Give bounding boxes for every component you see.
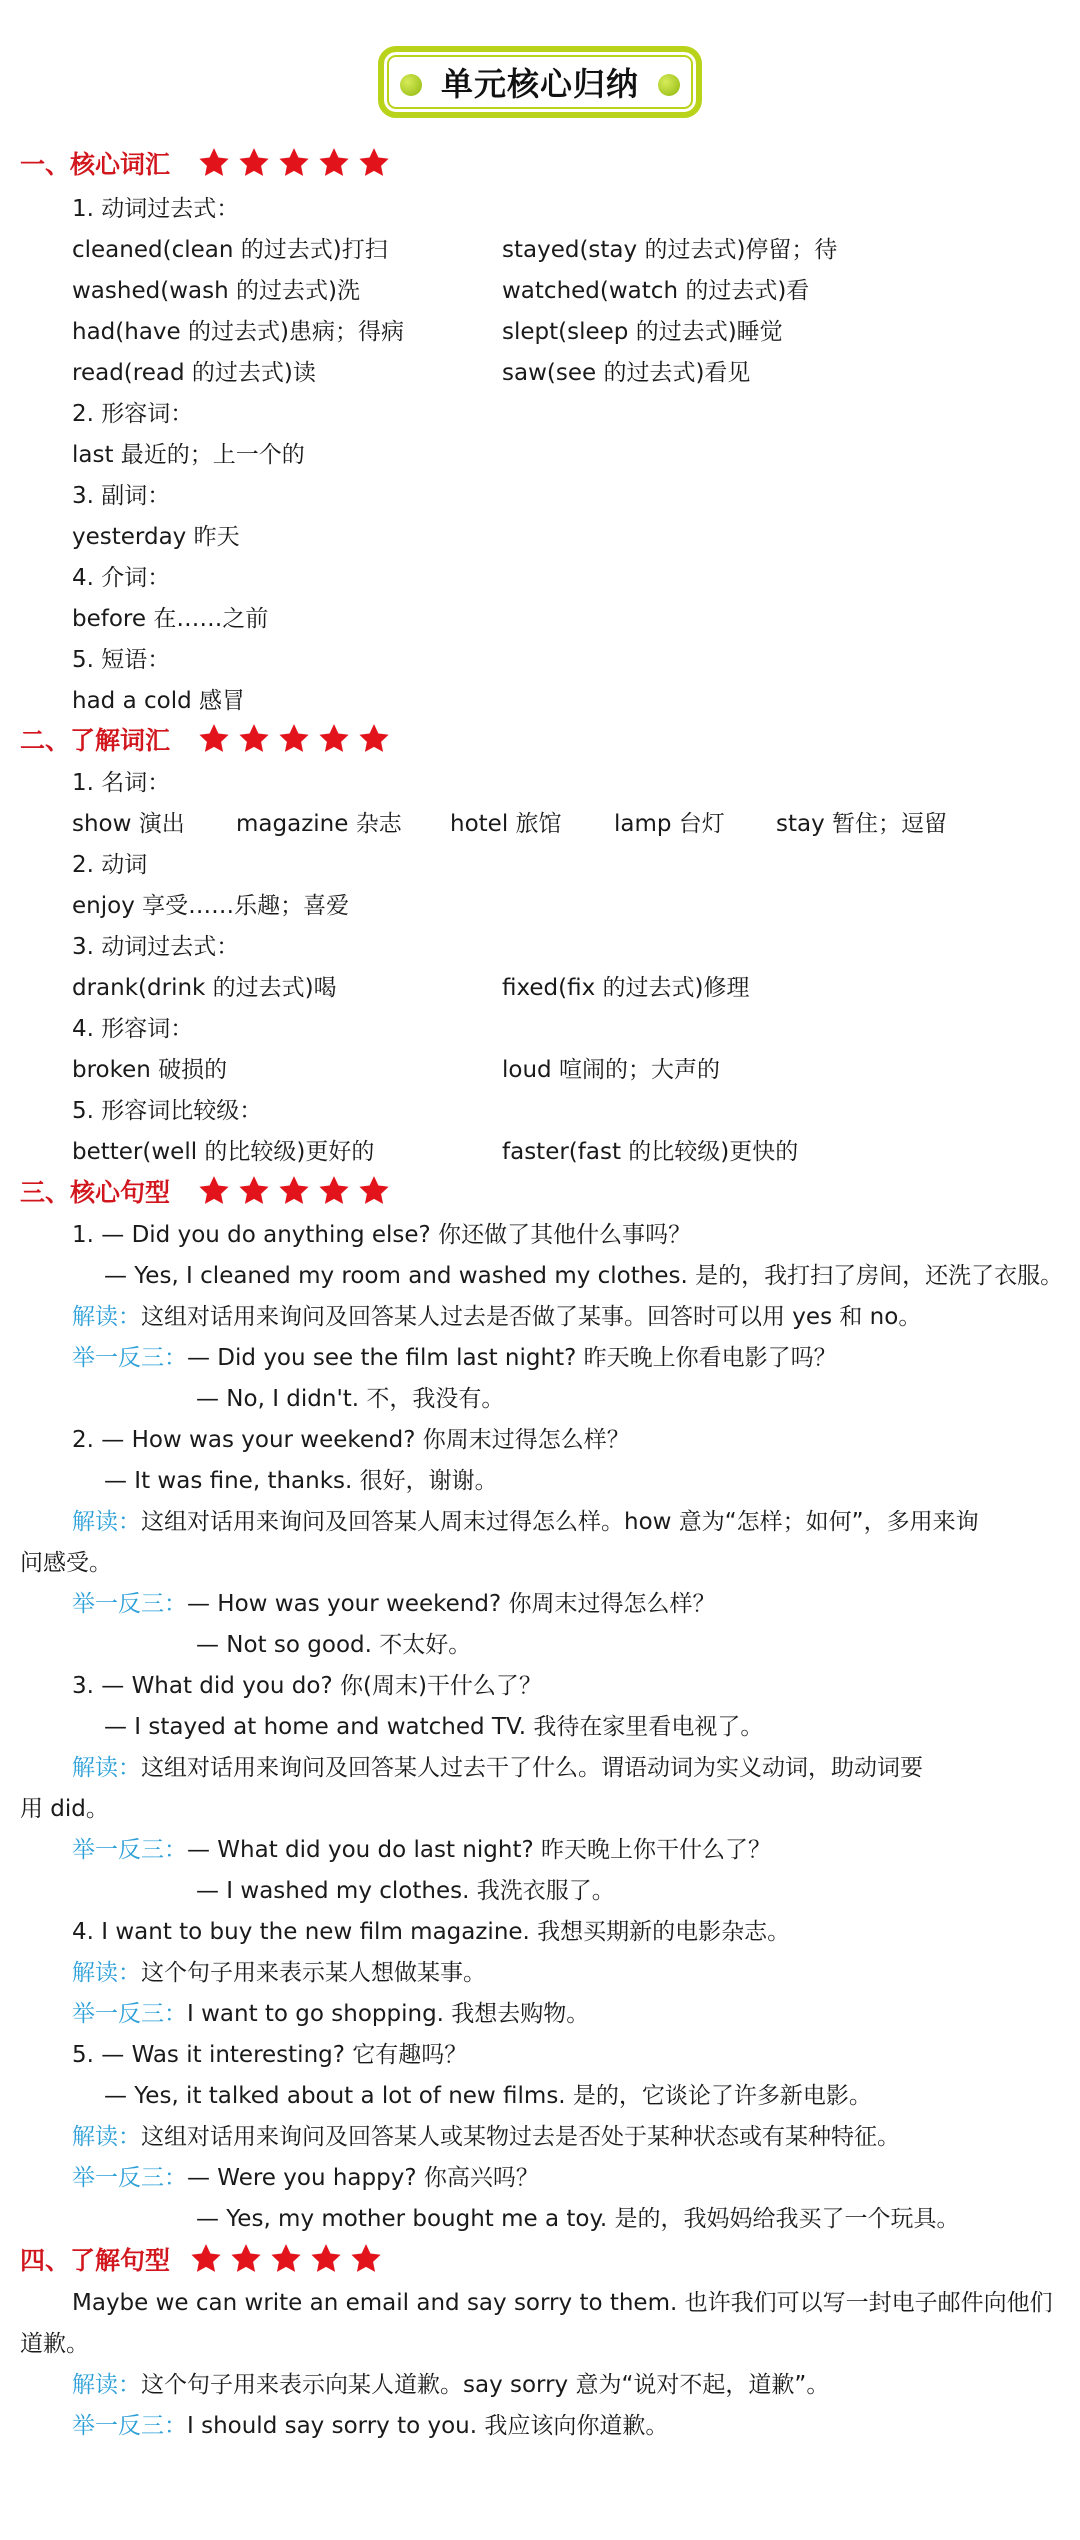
vocab-item: saw(see 的过去式)看见 xyxy=(502,360,751,386)
star-icon xyxy=(188,2242,224,2276)
item-label: 1. 名词： xyxy=(72,770,171,796)
star-icon xyxy=(236,722,272,756)
star-icon xyxy=(196,1174,232,1208)
explanation-text: 这个句子用来表示向某人道歉。say sorry 意为“说对不起，道歉”。 xyxy=(141,2372,830,2398)
example-text: — How was your weekend? 你周末过得怎么样？ xyxy=(187,1591,716,1617)
vocab-item: slept(sleep 的过去式)睡觉 xyxy=(502,319,783,345)
star-icon xyxy=(356,1174,392,1208)
example-answer: — Yes, my mother bought me a toy. 是的，我妈妈给我买了一个玩具。 xyxy=(196,2206,960,2232)
vocab-item: cleaned(clean 的过去式)打扫 xyxy=(72,237,388,263)
example xyxy=(72,1997,589,2031)
item-label: 3. 副词： xyxy=(72,483,171,509)
star-icon xyxy=(196,722,232,756)
sentence-continued: 道歉。 xyxy=(20,2331,89,2357)
example-text: I want to go shopping. 我想去购物。 xyxy=(187,2001,590,2027)
star-icon xyxy=(236,1174,272,1208)
item-label: 4. 介词： xyxy=(72,565,171,591)
vocab-item: before 在……之前 xyxy=(72,606,269,632)
explanation xyxy=(72,1956,486,1990)
vocab-item: hotel 旅馆 xyxy=(450,811,562,837)
vocab-item: yesterday 昨天 xyxy=(72,524,240,550)
star-icon xyxy=(196,146,232,180)
vocab-item: last 最近的；上一个的 xyxy=(72,442,305,468)
section-heading: 三、核心句型 xyxy=(20,1178,171,1207)
sentence-answer: — It was fine, thanks. 很好，谢谢。 xyxy=(104,1468,498,1494)
star-icon xyxy=(348,2242,384,2276)
example-label: 举一反三： xyxy=(72,1591,187,1617)
explanation xyxy=(72,1505,979,1539)
sentence-question: 1. — Did you do anything else? 你还做了其他什么事吗？ xyxy=(72,1222,692,1248)
example xyxy=(72,1833,771,1867)
example xyxy=(72,2409,668,2443)
vocab-item: lamp 台灯 xyxy=(614,811,725,837)
example xyxy=(72,2161,539,2195)
explanation-label: 解读： xyxy=(72,1509,141,1535)
explanation-text: 这组对话用来询问及回答某人周末过得怎么样。how 意为“怎样；如何”，多用来询 xyxy=(141,1509,979,1535)
vocab-item: fixed(fix 的过去式)修理 xyxy=(502,975,750,1001)
example-text: I should say sorry to you. 我应该向你道歉。 xyxy=(187,2413,669,2439)
example-label: 举一反三： xyxy=(72,1837,187,1863)
explanation-label: 解读： xyxy=(72,1960,141,1986)
explanation-continued: 用 did。 xyxy=(20,1796,109,1822)
star-rating xyxy=(196,1174,392,1208)
sentence: 4. I want to buy the new film magazine. 我想买期新的电影杂志。 xyxy=(72,1919,791,1945)
page-title: 单元核心归纳 xyxy=(440,65,639,103)
vocab-item: enjoy 享受……乐趣；喜爱 xyxy=(72,893,350,919)
vocab-item: loud 喧闹的；大声的 xyxy=(502,1057,720,1083)
item-label: 1. 动词过去式： xyxy=(72,196,240,222)
explanation-text: 这个句子用来表示某人想做某事。 xyxy=(141,1960,486,1986)
sentence-answer: — Yes, I cleaned my room and washed my clothes. 是的，我打扫了房间，还洗了衣服。 xyxy=(104,1263,1064,1289)
star-icon xyxy=(228,2242,264,2276)
explanation xyxy=(72,1751,923,1785)
section-heading: 二、了解词汇 xyxy=(20,726,171,755)
explanation-label: 解读： xyxy=(72,1304,141,1330)
example xyxy=(72,1341,837,1375)
green-dot-icon xyxy=(658,74,680,96)
vocab-item: faster(fast 的比较级)更快的 xyxy=(502,1139,799,1165)
item-label: 3. 动词过去式： xyxy=(72,934,240,960)
sentence: Maybe we can write an email and say sorry to them. 也许我们可以写一封电子邮件向他们 xyxy=(72,2290,1053,2316)
section-heading: 四、了解句型 xyxy=(20,2246,171,2275)
example-label: 举一反三： xyxy=(72,1345,187,1371)
green-dot-icon xyxy=(400,74,422,96)
explanation xyxy=(72,2368,829,2402)
vocab-item: better(well 的比较级)更好的 xyxy=(72,1139,375,1165)
title-badge xyxy=(378,46,702,118)
example-label: 举一反三： xyxy=(72,2165,187,2191)
star-icon xyxy=(316,146,352,180)
sentence-question: 2. — How was your weekend? 你周末过得怎么样？ xyxy=(72,1427,630,1453)
explanation-label: 解读： xyxy=(72,2372,141,2398)
example-text: — Were you happy? 你高兴吗？ xyxy=(187,2165,539,2191)
vocab-item: magazine 杂志 xyxy=(236,811,402,837)
vocab-item: stay 暂住；逗留 xyxy=(776,811,948,837)
example-label: 举一反三： xyxy=(72,2001,187,2027)
item-label: 2. 动词 xyxy=(72,852,148,878)
example-text: — What did you do last night? 昨天晚上你干什么了？ xyxy=(187,1837,771,1863)
star-icon xyxy=(316,722,352,756)
vocab-item: drank(drink 的过去式)喝 xyxy=(72,975,337,1001)
vocab-item: broken 破损的 xyxy=(72,1057,228,1083)
explanation xyxy=(72,2120,900,2154)
star-icon xyxy=(268,2242,304,2276)
star-icon xyxy=(236,146,272,180)
star-icon xyxy=(276,722,312,756)
section-heading: 一、核心词汇 xyxy=(20,150,171,179)
star-rating xyxy=(196,722,392,756)
example-answer: — No, I didn't. 不，我没有。 xyxy=(196,1386,505,1412)
item-label: 5. 形容词比较级： xyxy=(72,1098,263,1124)
explanation-text: 这组对话用来询问及回答某人过去是否做了某事。回答时可以用 yes 和 no。 xyxy=(141,1304,922,1330)
item-label: 4. 形容词： xyxy=(72,1016,194,1042)
star-icon xyxy=(276,146,312,180)
star-rating xyxy=(196,146,392,180)
explanation-continued: 问感受。 xyxy=(20,1550,112,1576)
item-label: 5. 短语： xyxy=(72,647,171,673)
explanation-label: 解读： xyxy=(72,1755,141,1781)
star-icon xyxy=(356,146,392,180)
sentence-question: 5. — Was it interesting? 它有趣吗？ xyxy=(72,2042,468,2068)
vocab-item: watched(watch 的过去式)看 xyxy=(502,278,810,304)
explanation-label: 解读： xyxy=(72,2124,141,2150)
star-icon xyxy=(308,2242,344,2276)
star-icon xyxy=(316,1174,352,1208)
sentence-answer: — I stayed at home and watched TV. 我待在家里看电视了。 xyxy=(104,1714,764,1740)
explanation-text: 这组对话用来询问及回答某人过去干了什么。谓语动词为实义动词，助动词要 xyxy=(141,1755,923,1781)
example xyxy=(72,1587,715,1621)
explanation-text: 这组对话用来询问及回答某人或某物过去是否处于某种状态或有某种特征。 xyxy=(141,2124,900,2150)
item-label: 2. 形容词： xyxy=(72,401,194,427)
explanation xyxy=(72,1300,921,1334)
star-rating xyxy=(188,2242,384,2276)
sentence-answer: — Yes, it talked about a lot of new films. 是的，它谈论了许多新电影。 xyxy=(104,2083,872,2109)
example-label: 举一反三： xyxy=(72,2413,187,2439)
vocab-item: stayed(stay 的过去式)停留；待 xyxy=(502,237,838,263)
vocab-item: washed(wash 的过去式)洗 xyxy=(72,278,360,304)
sentence-question: 3. — What did you do? 你(周末)干什么了？ xyxy=(72,1673,542,1699)
vocab-item: show 演出 xyxy=(72,811,185,837)
vocab-item: had(have 的过去式)患病；得病 xyxy=(72,319,404,345)
example-answer: — I washed my clothes. 我洗衣服了。 xyxy=(196,1878,615,1904)
example-answer: — Not so good. 不太好。 xyxy=(196,1632,472,1658)
star-icon xyxy=(276,1174,312,1208)
example-text: — Did you see the film last night? 昨天晚上你看电影了吗？ xyxy=(187,1345,837,1371)
star-icon xyxy=(356,722,392,756)
vocab-item: had a cold 感冒 xyxy=(72,688,246,714)
vocab-item: read(read 的过去式)读 xyxy=(72,360,316,386)
